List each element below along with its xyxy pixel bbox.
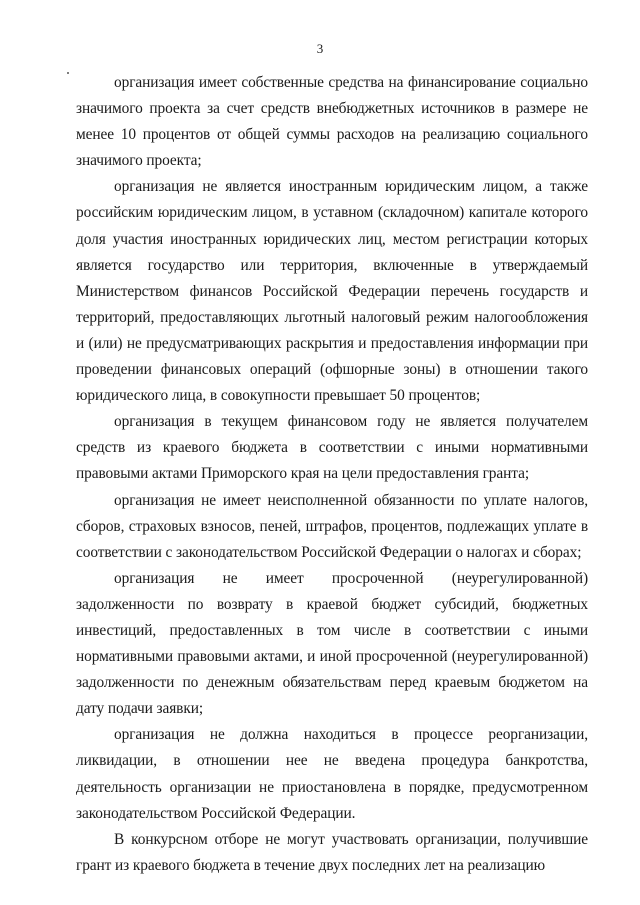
- page-number: 3: [316, 41, 324, 56]
- paragraph-no-reorganization: организация не должна находиться в процессе реорганизации, ликвидации, в отношении нее не введена процедура банкротства, деятельность организации не приостановлена в порядке, предусмотренном законодательством Российской Федерации.: [76, 726, 588, 822]
- document-body: [76, 70, 588, 879]
- paragraph-no-overdue-debt: организация не имеет просроченной (неурегулированной) задолженности по возврату в краевой бюджет субсидий, бюджетных инвестиций, предоставленных в том числе в соответствии с иными нормативными правовыми актами, и иной просроченной (неурегулированной) задолженности по денежным обязательствам перед краевым бюджетом на дату подачи заявки;: [76, 569, 588, 718]
- paragraph-competition-exclusion: В конкурсном отборе не могут участвовать организации, получившие грант из краевого бюджета в течение двух последних лет на реализацию: [76, 830, 588, 874]
- paragraph-not-foreign-entity: организация не является иностранным юридическим лицом, а также российским юридическим лицом, в уставном (складочном) капитале которого доля участия иностранных юридических лиц, местом регистрации которых является государство или территория, включенные в утверждаемый Министерством финансов Российской Федерации перечень государств и территорий, предоставляющих льготный налоговый режим налогообложения и (или) не предусматривающих раскрытия и предоставления информации при проведении финансовых операций (офшорные зоны) в отношении такого юридического лица, в совокупности превышает 50 процентов;: [76, 178, 588, 405]
- scan-speck: [67, 72, 69, 74]
- paragraph-no-tax-debt: организация не имеет неисполненной обязанности по уплате налогов, сборов, страховых взносов, пеней, штрафов, процентов, подлежащих уплате в соответствии с законодательством Российской Федерации о налогах и сборах;: [76, 491, 588, 561]
- paragraph-not-grant-recipient: организация в текущем финансовом году не является получателем средств из краевого бюджета в соответствии с иными нормативными правовыми актами Приморского края на цели предоставления гранта;: [76, 413, 588, 483]
- paragraph-own-funds: организация имеет собственные средства на финансирование социально значимого проекта за счет средств внебюджетных источников в размере не менее 10 процентов от общей суммы расходов на реализацию социального значимого проекта;: [76, 74, 588, 170]
